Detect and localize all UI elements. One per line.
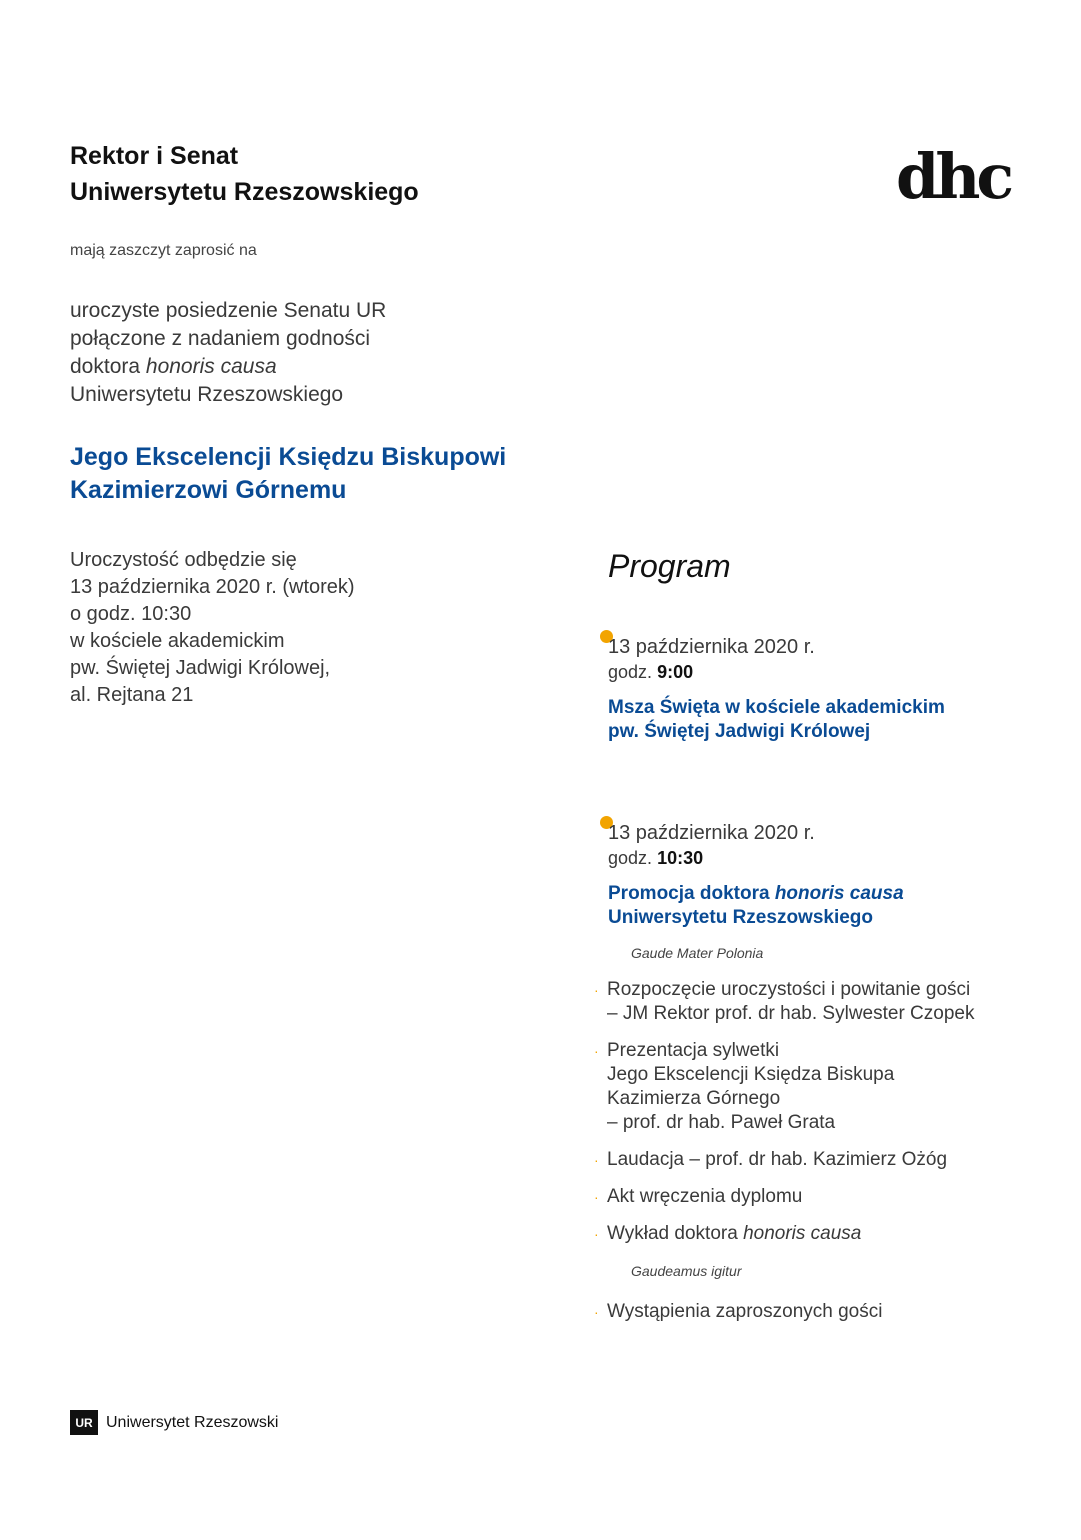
block1-time: godz. 9:00 (608, 662, 694, 682)
bullet-icon: · (594, 1226, 599, 1242)
event-line-1: uroczyste posiedzenie Senatu UR (70, 299, 387, 322)
bullet-icon: · (594, 1152, 599, 1168)
event-line-2: połączone z nadaniem godności (70, 327, 371, 350)
honoree-line-1: Jego Ekscelencji Księdzu Biskupowi (70, 443, 507, 471)
university-logo (70, 1410, 278, 1435)
details-line: al. Rejtana 21 (70, 684, 194, 706)
university-name: Uniwersytet Rzeszowski (106, 1413, 279, 1431)
details-line: 13 października 2020 r. (wtorek) (70, 576, 355, 598)
header-line-2: Uniwersytetu Rzeszowskiego (70, 178, 419, 206)
header-line-1: Rektor i Senat (70, 142, 239, 170)
block2-time: godz. 10:30 (608, 848, 704, 868)
bullet-icon: · (594, 1189, 599, 1205)
honoree-line-2: Kazimierzowi Górnemu (70, 476, 347, 504)
block1-date: 13 października 2020 r. (608, 636, 815, 658)
invite-text: mają zaszczyt zaprosić na (70, 242, 257, 259)
bullet-icon: · (594, 1304, 599, 1320)
ur-logo-icon: UR (70, 1410, 98, 1435)
program-item: · Wystąpienia zaproszonych gości (594, 1301, 883, 1322)
program-item: · Prezentacja sylwetki Jego Ekscelencji Księdza Biskupa Kazimierza Górnego – prof. dr hab. Paweł Grata (594, 1040, 895, 1133)
block2-title: Promocja doktora honoris causa Uniwersytetu Rzeszowskiego (608, 883, 904, 928)
program-item: · Wykład doktora honoris causa (594, 1223, 862, 1244)
header (70, 138, 419, 210)
block2-date: 13 października 2020 r. (608, 822, 815, 844)
event-line-3: doktora honoris causa (70, 355, 277, 378)
block1-title: Msza Święta w kościele akademickim pw. Świętej Jadwigi Królowej (608, 697, 945, 742)
ceremony-details (70, 547, 355, 709)
honoree-name (70, 441, 506, 507)
details-line: o godz. 10:30 (70, 603, 192, 625)
program-item: · Akt wręczenia dyplomu (594, 1186, 803, 1207)
details-line: w kościele akademickim (70, 630, 285, 652)
event-description (70, 297, 386, 409)
bullet-icon: · (594, 982, 599, 998)
dhc-logo: dhc (896, 140, 1011, 213)
program-item: · Rozpoczęcie uroczystości i powitanie gości – JM Rektor prof. dr hab. Sylwester Czopek (594, 979, 975, 1024)
song-gaudeamus: Gaudeamus igitur (631, 1263, 742, 1279)
program-item: · Laudacja – prof. dr hab. Kazimierz Ożóg (594, 1149, 948, 1170)
details-line: pw. Świętej Jadwigi Królowej, (70, 657, 331, 679)
program-title: Program (608, 548, 731, 584)
details-line: Uroczystość odbędzie się (70, 549, 297, 571)
bullet-icon: · (594, 1043, 599, 1059)
event-line-4: Uniwersytetu Rzeszowskiego (70, 383, 344, 406)
song-gaude-mater: Gaude Mater Polonia (631, 945, 764, 961)
